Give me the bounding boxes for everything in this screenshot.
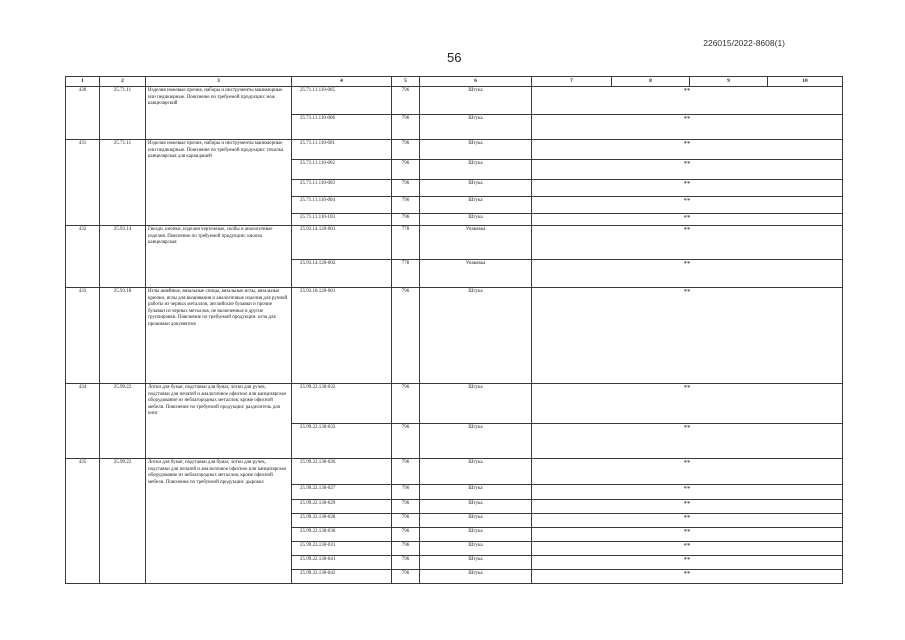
unit-name: Упаковка	[420, 226, 532, 260]
okei-code: 796	[392, 140, 420, 160]
unit-name: Штука	[420, 485, 532, 500]
column-header: 9	[690, 77, 768, 87]
document-id: 226015/2022-8608(1)	[703, 38, 785, 48]
characteristics-mark: **	[532, 87, 843, 115]
characteristics-mark: **	[532, 214, 843, 226]
unit-name: Штука	[420, 424, 532, 459]
okpd2-code: 25.99.22	[100, 384, 146, 459]
product-description: Иглы швейные, вязальные спицы, вязальные иглы, вязальные крючки, иглы для вышивания и аналогичные изделия для ручной работы из черных металлов, английские булавки и прочие булавки из черных металлов, не включенные в другие группировки. Пояснение по требуемой продукции: игла для прошивки документов	[146, 288, 292, 384]
characteristics-mark: **	[532, 288, 843, 384]
unit-name: Штука	[420, 384, 532, 424]
page-number: 56	[447, 50, 462, 65]
unit-name: Штука	[420, 87, 532, 115]
okei-code: 796	[392, 570, 420, 584]
column-number-row	[66, 77, 843, 87]
column-header: 3	[146, 77, 292, 87]
product-description: Гвозди, кнопки, изделия чертежные, скобы и аналогичные изделия. Пояснение по требуемой продукции: кнопка канцелярская	[146, 226, 292, 288]
unit-name: Штука	[420, 556, 532, 570]
ktru-code: 25.93.14.120-002	[292, 260, 392, 288]
characteristics-mark: **	[532, 514, 843, 528]
product-description: Изделия ножевые прочие, наборы и инструменты маникюрные или педикюрные. Пояснение по требуемой продукции: точилка канцелярская для карандашей	[146, 140, 292, 226]
characteristics-mark: **	[532, 384, 843, 424]
characteristics-mark: **	[532, 197, 843, 214]
characteristics-mark: **	[532, 542, 843, 556]
unit-name: Штука	[420, 214, 532, 226]
okei-code: 796	[392, 424, 420, 459]
product-description: Лотки для бумаг, подставки для бумаг, лотки для ручек, подставки для печатей и аналогичное офисное или канцелярское оборудование из неблагородных металлов, кроме офисной мебели. Пояснение по требуемой продукции: разделитель для книг	[146, 384, 292, 459]
ktru-code: 25.99.22.130-031	[292, 542, 392, 556]
okpd2-code: 25.93.18	[100, 288, 146, 384]
column-header: 4	[292, 77, 392, 87]
column-header: 1	[66, 77, 100, 87]
unit-name: Штука	[420, 459, 532, 485]
unit-name: Штука	[420, 514, 532, 528]
table-row	[66, 226, 843, 260]
okpd2-code: 25.71.11	[100, 140, 146, 226]
ktru-code: 25.99.22.130-029	[292, 500, 392, 514]
okei-code: 796	[392, 459, 420, 485]
table-row	[66, 384, 843, 424]
characteristics-mark: **	[532, 500, 843, 514]
unit-name: Штука	[420, 500, 532, 514]
characteristics-mark: **	[532, 180, 843, 197]
ktru-code: 25.71.11.110-001	[292, 140, 392, 160]
okei-code: 796	[392, 485, 420, 500]
okpd2-code: 25.93.14	[100, 226, 146, 288]
characteristics-mark: **	[532, 140, 843, 160]
ktru-code: 25.93.18.120-001	[292, 288, 392, 384]
okei-code: 796	[392, 180, 420, 197]
okei-code: 796	[392, 514, 420, 528]
okpd2-code: 25.71.11	[100, 87, 146, 140]
unit-name: Штука	[420, 528, 532, 542]
registry-table	[65, 76, 843, 584]
product-description: Лотки для бумаг, подставки для бумаг, лотки для ручек, подставки для печатей и аналогичное офисное или канцелярское оборудование из неблагородных металлов, кроме офисной мебели. Пояснение по требуемой продукции: дырокол	[146, 459, 292, 584]
okei-code: 796	[392, 160, 420, 180]
ktru-code: 25.93.14.120-001	[292, 226, 392, 260]
table-row	[66, 288, 843, 384]
ktru-code: 25.99.22.130-026	[292, 459, 392, 485]
unit-name: Штука	[420, 140, 532, 160]
row-number: 431	[66, 140, 100, 226]
characteristics-mark: **	[532, 556, 843, 570]
okei-code: 796	[392, 115, 420, 140]
characteristics-mark: **	[532, 485, 843, 500]
characteristics-mark: **	[532, 459, 843, 485]
okpd2-code: 25.99.22	[100, 459, 146, 584]
row-number: 434	[66, 384, 100, 459]
ktru-code: 25.99.22.130-041	[292, 556, 392, 570]
ktru-code: 25.99.22.130-028	[292, 514, 392, 528]
unit-name: Штука	[420, 115, 532, 140]
unit-name: Штука	[420, 180, 532, 197]
characteristics-mark: **	[532, 424, 843, 459]
okei-code: 796	[392, 556, 420, 570]
characteristics-mark: **	[532, 115, 843, 140]
ktru-code: 25.71.11.110-005	[292, 87, 392, 115]
column-header: 10	[768, 77, 843, 87]
okei-code: 796	[392, 528, 420, 542]
unit-name: Штука	[420, 197, 532, 214]
okei-code: 796	[392, 197, 420, 214]
ktru-code: 25.71.11.110-103	[292, 214, 392, 226]
table-row	[66, 140, 843, 160]
okei-code: 796	[392, 288, 420, 384]
okei-code: 778	[392, 226, 420, 260]
ktru-code: 25.71.11.110-002	[292, 160, 392, 180]
okei-code: 796	[392, 87, 420, 115]
column-header: 2	[100, 77, 146, 87]
okei-code: 796	[392, 542, 420, 556]
column-header: 7	[532, 77, 612, 87]
ktru-code: 25.99.22.130-042	[292, 570, 392, 584]
okei-code: 796	[392, 500, 420, 514]
okei-code: 796	[392, 214, 420, 226]
ktru-code: 25.99.22.130-033	[292, 424, 392, 459]
okei-code: 796	[392, 384, 420, 424]
product-description: Изделия ножевые прочие, наборы и инструменты маникюрные или педикюрные. Пояснение по требуемой продукции: нож канцелярский	[146, 87, 292, 140]
ktru-code: 25.71.11.110-006	[292, 115, 392, 140]
row-number: 432	[66, 226, 100, 288]
okei-code: 778	[392, 260, 420, 288]
table-row	[66, 459, 843, 485]
unit-name: Упаковка	[420, 260, 532, 288]
ktru-code: 25.99.22.130-032	[292, 384, 392, 424]
column-header: 8	[612, 77, 690, 87]
table-row	[66, 87, 843, 115]
ktru-code: 25.99.22.130-027	[292, 485, 392, 500]
ktru-code: 25.99.22.130-030	[292, 528, 392, 542]
row-number: 430	[66, 87, 100, 140]
column-header: 5	[392, 77, 420, 87]
unit-name: Штука	[420, 570, 532, 584]
unit-name: Штука	[420, 542, 532, 556]
characteristics-mark: **	[532, 528, 843, 542]
characteristics-mark: **	[532, 570, 843, 584]
row-number: 435	[66, 459, 100, 584]
row-number: 433	[66, 288, 100, 384]
unit-name: Штука	[420, 288, 532, 384]
ktru-code: 25.71.11.110-003	[292, 180, 392, 197]
ktru-code: 25.71.11.110-004	[292, 197, 392, 214]
characteristics-mark: **	[532, 160, 843, 180]
column-header: 6	[420, 77, 532, 87]
characteristics-mark: **	[532, 260, 843, 288]
unit-name: Штука	[420, 160, 532, 180]
characteristics-mark: **	[532, 226, 843, 260]
